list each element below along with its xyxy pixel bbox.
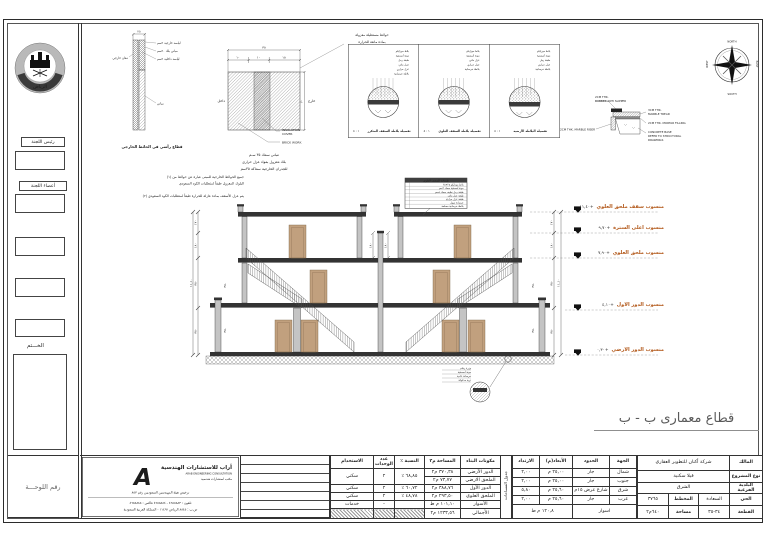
bounds-row-east bbox=[513, 487, 637, 496]
project-label: نوع المشروع bbox=[730, 471, 763, 483]
layer-label: طبقة رمل bbox=[539, 59, 551, 62]
project-value: فيلا سكنية bbox=[638, 471, 730, 483]
step-label-d3: DRAWINGS bbox=[648, 138, 664, 142]
level-label: منسوب اعلى السترة bbox=[613, 225, 664, 231]
wall-label-3: لياسة داخلية ٢سم bbox=[157, 57, 180, 61]
header-units: عدد الوحدات bbox=[375, 456, 393, 467]
cell-walls-value: ١٢٠,٨ م ط bbox=[513, 505, 573, 519]
member-box-4 bbox=[15, 319, 65, 337]
header-boundary: الحدود bbox=[573, 456, 610, 469]
chairman-text: رئيس اللجنة bbox=[31, 139, 55, 145]
header-direction: الجهة bbox=[610, 456, 637, 469]
cell-area: ١٢٣٣,٥٦ م٢ bbox=[425, 509, 461, 519]
cell-use: سكني bbox=[331, 485, 374, 493]
header-use: الاستخدام bbox=[331, 456, 374, 469]
wall-label-1: لياسة خارجية ٢سم bbox=[157, 41, 181, 45]
plan-dim-p1: ١٠ bbox=[236, 55, 240, 60]
plot-label: القطعة bbox=[730, 506, 763, 519]
areas-row-ground bbox=[331, 469, 512, 477]
cell-dir: شمال bbox=[610, 469, 637, 478]
brickwork-label: BRICK WORK bbox=[282, 140, 302, 145]
layer-label: بلاط موزايكو bbox=[395, 50, 409, 53]
cell-units-merged: ٢ bbox=[374, 469, 395, 485]
cell-hatched bbox=[331, 509, 374, 519]
wall-dim-text: ٢٥ bbox=[137, 29, 141, 34]
wall-plan-detail bbox=[213, 38, 355, 180]
svg-text:بلاط موزايكو ٢٥×٢٥: بلاط موزايكو ٢٥×٢٥ bbox=[442, 183, 464, 187]
cell-area: ٣٧٠,٣٨ م٢ bbox=[425, 469, 461, 477]
svg-text:٣٨٠: ٣٨٠ bbox=[193, 280, 198, 286]
cell-name: الأسوار bbox=[461, 501, 501, 509]
svg-text:٣٥٠: ٣٥٠ bbox=[223, 282, 227, 288]
svg-text:١٨٠: ١٨٠ bbox=[368, 242, 373, 249]
member-box-2 bbox=[15, 237, 65, 256]
plot-value: ٣٤-٣٥ bbox=[699, 506, 730, 519]
cell-name: الملحق الارضي bbox=[461, 477, 501, 485]
cell-name: الملحق العلوي bbox=[461, 493, 501, 501]
level-value: +٤,١٠ bbox=[602, 302, 614, 307]
titleblock-row-owner bbox=[638, 456, 763, 471]
cell-percent bbox=[395, 501, 425, 509]
cell-units: - bbox=[374, 501, 395, 509]
cell-dir: غرب bbox=[610, 496, 637, 505]
compass-rose bbox=[703, 36, 761, 98]
plan-dim-total: ٣٥ bbox=[262, 45, 266, 50]
sheet-number-text: رقم اللوحـــة bbox=[25, 482, 61, 491]
title-block bbox=[637, 455, 763, 519]
cell-hatched bbox=[374, 509, 395, 519]
stamp-box bbox=[13, 354, 67, 450]
revision-row bbox=[241, 483, 329, 492]
cell-name: الأجمالي bbox=[461, 509, 501, 519]
members-text: أعضاء اللجنة bbox=[30, 183, 56, 189]
step-label-b2: MARBLE TREAD bbox=[648, 112, 670, 116]
cell-units: ٢ bbox=[374, 493, 395, 501]
note-1-line-1: (١) جميع الحوائط الخارجية للمبنى عبارة عن حوائط من bbox=[166, 175, 244, 179]
level-parapet-top bbox=[584, 225, 664, 231]
layer-label: مونة أسمنتية bbox=[466, 54, 480, 58]
level-ground-floor bbox=[584, 347, 664, 353]
svg-text:١٨٠: ١٨٠ bbox=[549, 242, 554, 249]
company-logo: A bbox=[134, 465, 152, 491]
cell-set: ٢,٠٠ bbox=[513, 478, 540, 487]
sidebar-divider-2 bbox=[81, 23, 82, 519]
slab-detail-1 bbox=[353, 50, 411, 133]
cell-area: ١٠١,١٠ م ط bbox=[425, 501, 461, 509]
outside-label: خارج bbox=[308, 99, 316, 103]
level-value: +٩,٧٠ bbox=[598, 225, 611, 230]
level-value: +١١,٤٠ bbox=[579, 204, 594, 209]
cell-hatched bbox=[395, 509, 425, 519]
plan-caption-2: بلك معزول بمواد عزل حراري bbox=[242, 160, 286, 164]
svg-text:٣٥٠: ٣٥٠ bbox=[531, 282, 535, 288]
area-label: مساحة bbox=[668, 506, 699, 519]
layer-label: بلاط موزايكو bbox=[466, 50, 480, 53]
header-dimension: الأبعاد(م) bbox=[540, 456, 573, 469]
owner-value: شركة أكنان للتطوير العقاري bbox=[638, 456, 730, 471]
revision-row bbox=[241, 501, 329, 510]
scale-text: ١ : ٥ bbox=[353, 129, 360, 133]
wall-label-2: مباني بلك ٢٠سم bbox=[157, 49, 178, 53]
municipality-label: البلدية الفرعية bbox=[730, 483, 763, 494]
cell-dir: جنوب bbox=[610, 478, 637, 487]
cell-dim: ٢٥,٦٠ م bbox=[540, 487, 573, 496]
cell-bound: جار bbox=[573, 469, 610, 478]
district-label: الحي bbox=[730, 494, 763, 506]
step-label-d2: REFER TO STRUCTURAL bbox=[648, 134, 682, 138]
slab-caption-1: تفصيلة بلاطة السقف المتكرر bbox=[367, 129, 411, 133]
titleblock-row-plot bbox=[638, 506, 763, 519]
revision-row bbox=[241, 492, 329, 501]
level-upper-annex bbox=[584, 250, 664, 256]
cell-area: ٣٨٨,٧٦ م٢ bbox=[425, 485, 461, 493]
wall-note-line-1: حوائط مستطيلة معزولة bbox=[355, 33, 389, 37]
areas-row-walls bbox=[331, 501, 512, 509]
titleblock-row-district bbox=[638, 494, 763, 506]
step-label-a2: RUBBER ANTI SLIPPER bbox=[595, 99, 627, 103]
bounds-row-south bbox=[513, 478, 637, 487]
area-value: ٦٤٠م٢ bbox=[638, 506, 669, 519]
areas-row-upper-annex bbox=[331, 493, 512, 501]
layer-label: بلاطة خرسانية bbox=[535, 68, 551, 71]
compass-east-label: EAST bbox=[755, 60, 758, 68]
layer-label: عزل حراري bbox=[396, 68, 409, 71]
svg-text:مونة أسمنتية: مونة أسمنتية bbox=[457, 371, 471, 374]
cell-dim: ٢٥,٠٠ م bbox=[540, 469, 573, 478]
header-area: المساحة م٢ bbox=[425, 456, 461, 469]
drawing-title: قطاع معمارى ب - ب bbox=[594, 411, 759, 431]
revision-row bbox=[241, 456, 329, 465]
marble-tread bbox=[613, 112, 640, 117]
layer-label: بلاطة خرسانية bbox=[464, 68, 480, 71]
owner-label: المالك bbox=[730, 456, 763, 471]
level-label: منسوب ملحق العلوي bbox=[612, 250, 664, 256]
boundaries-table bbox=[512, 455, 637, 519]
cell-percent: ٤٨,٧٨ ٪ bbox=[395, 493, 425, 501]
cell-use: سكني bbox=[331, 493, 374, 501]
layer-label: بلاط موزايكو bbox=[537, 50, 551, 53]
svg-text:١١,١٠: ١١,١٠ bbox=[556, 279, 561, 287]
cell-percent: ٦٠,٧٢ ٪ bbox=[395, 485, 425, 493]
wall-strip bbox=[133, 40, 145, 130]
cell-area: ٢٩٣,٥٠ م٢ bbox=[425, 493, 461, 501]
member-box-3 bbox=[15, 278, 65, 297]
svg-text:١٨٠: ١٨٠ bbox=[193, 242, 198, 249]
stamp-label: الخـــتم bbox=[27, 343, 44, 349]
svg-text:طبقة عزل مائي: طبقة عزل مائي bbox=[447, 194, 464, 198]
level-label: منسوب سقف ملحق العلوي bbox=[596, 204, 664, 210]
inside-label: داخل bbox=[217, 99, 225, 103]
cell-bound: جار bbox=[573, 478, 610, 487]
layer-label: طبقة رمل bbox=[398, 59, 409, 62]
company-name-en: ARAB ENGINEERING CONSULTATION bbox=[185, 472, 232, 476]
wall-section-detail bbox=[112, 26, 212, 174]
level-roof-upper-annex bbox=[579, 204, 664, 210]
step-label-e: 2CM THK. MARBLE RISER bbox=[560, 127, 596, 132]
svg-text:٣٥٠: ٣٥٠ bbox=[223, 327, 227, 333]
svg-text:طبقة عزل حراري: طبقة عزل حراري bbox=[445, 198, 464, 201]
svg-text:بلاطة خرسانية مسلحة: بلاطة خرسانية مسلحة bbox=[441, 205, 464, 209]
cell-dir: شرق bbox=[610, 487, 637, 496]
svg-text:١١,١٠: ١١,١٠ bbox=[189, 279, 193, 287]
members-label bbox=[19, 181, 67, 191]
layer-label: مونة أسمنتية bbox=[395, 54, 409, 58]
district-value: السعادة bbox=[699, 494, 730, 506]
logo-city-text: الرياض bbox=[32, 85, 48, 90]
cell-area: ٧٣,٧٧ م٢ bbox=[425, 477, 461, 485]
svg-text:خرسانة ميول: خرسانة ميول bbox=[450, 201, 464, 205]
areas-row-first bbox=[331, 485, 512, 493]
roof-layers-legend bbox=[405, 178, 467, 215]
marble-step-detail bbox=[558, 92, 693, 152]
cell-units: ٢ bbox=[374, 485, 395, 493]
header-components: مكونات البناء bbox=[461, 456, 501, 469]
member-box-1 bbox=[15, 194, 65, 213]
concrete-base bbox=[616, 119, 641, 134]
level-value: +٠,٣٠ bbox=[596, 347, 609, 352]
plan-dim-p2: ١٠ bbox=[256, 55, 261, 60]
step-label-c: 2CM THK. MORTAR FILLING bbox=[648, 121, 686, 125]
bounds-row-walls bbox=[513, 505, 637, 519]
wall-caption: قطاع رأسي في الحائط الخارجي bbox=[121, 144, 183, 149]
cell-dim: ٢٥,٠٠ م bbox=[540, 478, 573, 487]
company-phone: تلفون : ٤٦٥٥٨٨٣ - ٤٦٥٥٨٨٤ فاكس : ٤٦٥٥٨٨٥ bbox=[129, 501, 192, 505]
level-marker-flags bbox=[574, 206, 581, 355]
plan-caption-1: مباني سمك ٣٥ سـم bbox=[249, 153, 279, 157]
company-license: ترخيص هيئة المهندسين السعوديين رقم ٨٥٣ bbox=[131, 490, 190, 495]
cell-use: خدمات bbox=[331, 501, 374, 509]
step-shape bbox=[611, 109, 640, 135]
slab-caption-3: تفصيلة البلاطة الأرضية bbox=[513, 129, 548, 133]
cell-walls-label: اسوار bbox=[573, 505, 637, 519]
insulation-band bbox=[254, 72, 270, 130]
wall-dim bbox=[132, 33, 146, 40]
svg-text:٣٨٠: ٣٨٠ bbox=[549, 280, 554, 286]
step-label-a1: 2CM THK. bbox=[595, 95, 609, 99]
insulation-label-2: COVER bbox=[282, 132, 293, 136]
plan-dim-side: ٢٠ bbox=[299, 99, 304, 103]
cell-bound: شارع عرض ١٥م bbox=[573, 487, 610, 496]
bounds-row-north bbox=[513, 469, 637, 478]
scale-text: ١ : ٥ bbox=[494, 129, 501, 133]
cell-set: ٢,٠٠ bbox=[513, 496, 540, 505]
layer-label: عزل حراري bbox=[538, 63, 551, 67]
cell-set: ٥,٨٠ bbox=[513, 487, 540, 496]
plan-label: المخطط bbox=[668, 494, 699, 506]
company-subtitle: مكتب استشارات هندسية bbox=[200, 477, 232, 481]
plan-dim-p3: ١٥ bbox=[282, 55, 286, 60]
scale-text: ١ : ٥ bbox=[423, 129, 430, 133]
compass-south-label: SOUTH bbox=[727, 93, 737, 96]
svg-text:٣٥٠: ٣٥٠ bbox=[531, 327, 535, 333]
header-setback: الارتداد bbox=[513, 456, 540, 469]
layer-label: عزل مائي bbox=[469, 59, 480, 62]
cell-percent-merged: ٦٨,٨٥ ٪ bbox=[395, 469, 425, 485]
svg-text:١٨٠: ١٨٠ bbox=[383, 242, 388, 249]
level-value: +٧,٩٠ bbox=[598, 250, 610, 255]
cell-bound: جار bbox=[573, 496, 610, 505]
cell-use-merged: سكني bbox=[331, 469, 374, 485]
plan-value: ٣٧٦٥ bbox=[638, 494, 669, 506]
svg-text:طبقة رمل نظيف سمك ٥سم: طبقة رمل نظيف سمك ٥سم bbox=[434, 190, 464, 194]
wall-label-left: دهان خارجي bbox=[112, 56, 128, 60]
chairman-box bbox=[15, 151, 65, 170]
svg-text:وزرة رخام: وزرة رخام bbox=[460, 367, 471, 370]
areas-row-total bbox=[331, 509, 512, 519]
note-2: (٢) يتم عزل الأسقف بمادة عازلة للحرارة طبقاً لمتطلبات الكود السعودي bbox=[142, 194, 244, 198]
svg-text:٣٨٠: ٣٨٠ bbox=[549, 328, 554, 334]
svg-text:مونة أسمنتية سمك ٢سم: مونة أسمنتية سمك ٢سم bbox=[438, 187, 464, 191]
level-first-floor bbox=[584, 302, 664, 308]
layer-label: مونة أسمنتية bbox=[536, 54, 551, 58]
slab-caption-2: تفصيلة بلاطة السقف العلوي bbox=[438, 129, 481, 133]
plan-caption-3: للجدران الخارجية سماكة ٣٥سم bbox=[240, 167, 288, 171]
cell-dim: ٢٥,٦٠ م bbox=[540, 496, 573, 505]
company-address: ص.ب : ٨٨٤٥ الرياض ١١٤٩٢ - المملكة العربية السعودية bbox=[123, 507, 198, 512]
company-name-ar: أراب للاستشارات الهندسية bbox=[161, 465, 232, 471]
compass-west-label: WEST bbox=[706, 60, 709, 68]
svg-text:خرسانة عادية: خرسانة عادية bbox=[456, 375, 471, 378]
chairman-label bbox=[21, 137, 65, 147]
svg-text:١٧٠: ١٧٠ bbox=[193, 219, 198, 226]
cell-name: الدور الأرضي bbox=[461, 469, 501, 477]
company-block bbox=[82, 457, 239, 517]
ground-hatch bbox=[206, 356, 554, 364]
svg-text:٣٨٠: ٣٨٠ bbox=[193, 328, 198, 334]
mortar-layer bbox=[616, 117, 641, 120]
sheet-number-cell bbox=[8, 455, 78, 518]
municipality-value: الشرق bbox=[638, 483, 730, 494]
slab-detail-2 bbox=[424, 50, 481, 133]
bounds-row-west bbox=[513, 496, 637, 505]
level-label: منسوب الدور الارضي bbox=[611, 347, 664, 353]
sidebar-divider-1 bbox=[78, 23, 79, 519]
cell-set: ٢,٠٠ bbox=[513, 469, 540, 478]
step-label-d1: CONCRETE BASE bbox=[648, 130, 672, 134]
compass-north-label: NORTH bbox=[727, 40, 737, 44]
insulation-label-1: INSULATION bbox=[282, 128, 301, 132]
layer-label: عزل مائي bbox=[398, 63, 409, 67]
wall-label-low: مباني bbox=[157, 101, 164, 106]
slab-detail-3 bbox=[494, 50, 551, 133]
wall-note-line-2: بمادة مانعة للحرارة bbox=[358, 40, 386, 44]
revision-row bbox=[241, 474, 329, 483]
layer-label: عزل حراري bbox=[467, 63, 480, 67]
revision-block bbox=[240, 455, 330, 518]
titleblock-row-project bbox=[638, 471, 763, 483]
areas-table-side-title: جدول المساحات bbox=[501, 456, 512, 519]
slab-detail-circles bbox=[348, 44, 560, 138]
rubber-strip bbox=[611, 109, 622, 113]
marble-riser bbox=[611, 117, 616, 130]
svg-text:طبقات السقف العلوي: طبقات السقف العلوي bbox=[423, 178, 449, 183]
note-1-line-2: البلوك المعزول طبقاً لمتطلبات الكود السعودي bbox=[179, 181, 244, 186]
header-percent: النسبة ٪ bbox=[395, 456, 425, 469]
revision-row bbox=[241, 465, 329, 474]
level-label: منسوب الدور الاول bbox=[616, 302, 664, 308]
titleblock-row-municipality bbox=[638, 483, 763, 494]
layer-label: بلاطة خرسانية bbox=[394, 72, 409, 76]
municipality-logo bbox=[14, 28, 66, 108]
areas-table bbox=[330, 455, 512, 519]
svg-text:١٧٠: ١٧٠ bbox=[549, 219, 554, 226]
cell-name: الدور الأول bbox=[461, 485, 501, 493]
svg-text:تربة مدكوكة: تربة مدكوكة bbox=[458, 379, 471, 382]
step-label-b1: 3CM THK. bbox=[648, 108, 662, 112]
